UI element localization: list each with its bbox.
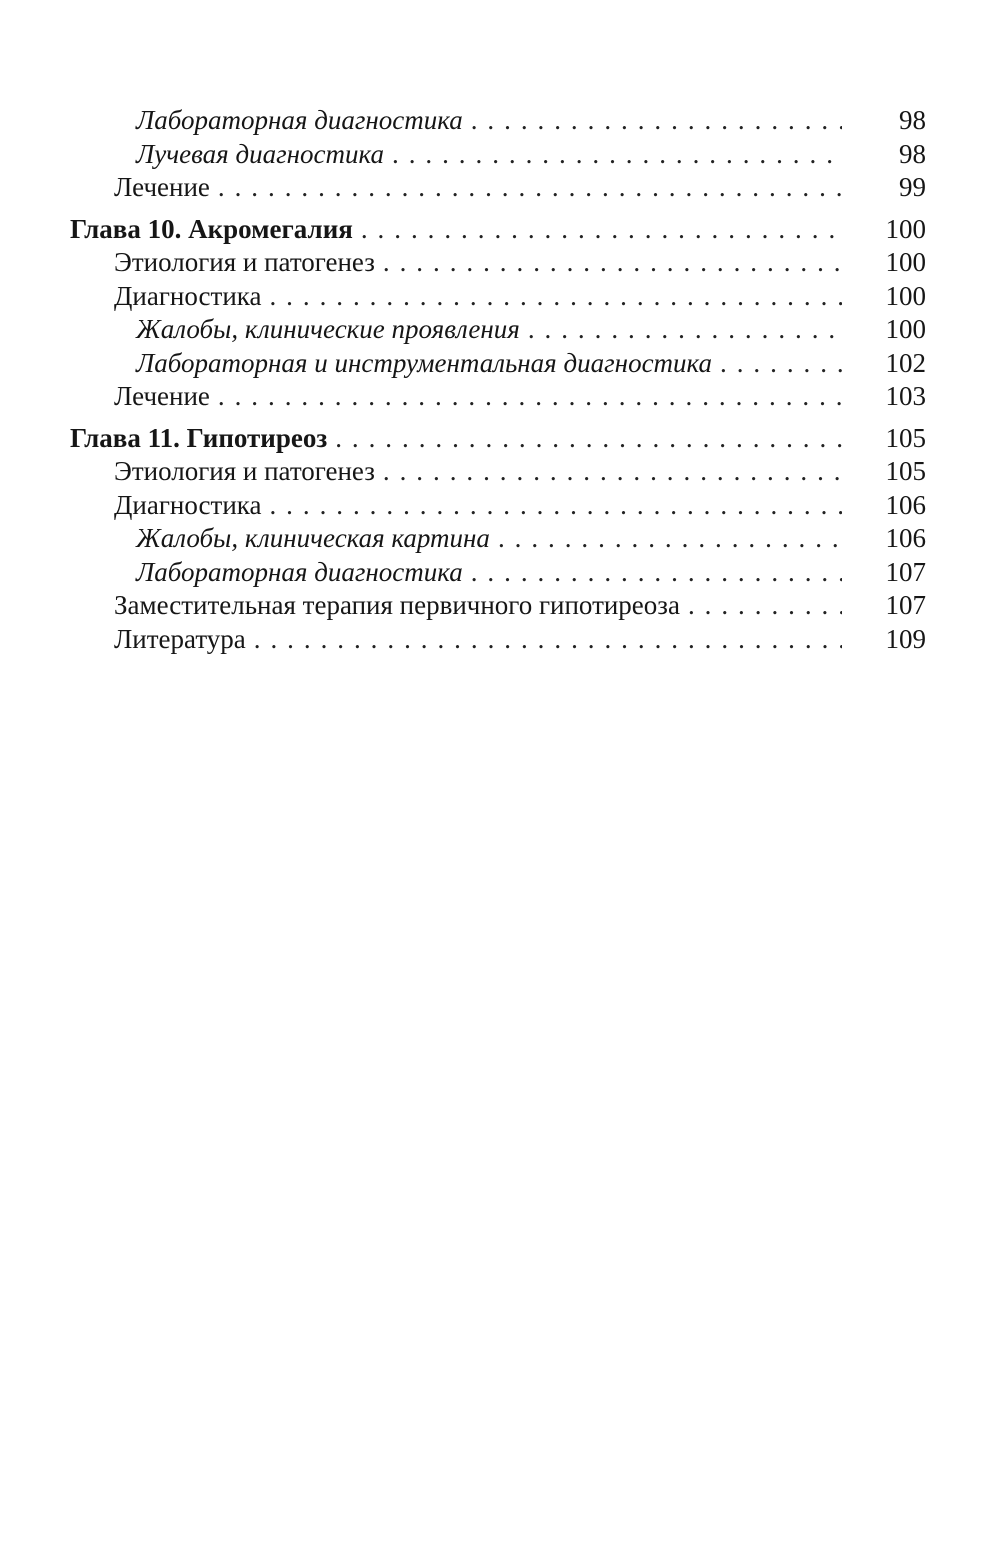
toc-entry-page: 100 — [885, 213, 926, 244]
toc-entry[interactable] — [70, 280, 926, 314]
toc-entry-page: 107 — [885, 556, 926, 587]
toc-entry[interactable] — [70, 522, 926, 556]
dot-leader — [269, 489, 842, 523]
toc-entry[interactable] — [70, 246, 926, 280]
toc-entry-page: 107 — [885, 590, 926, 620]
toc-entry-title: Этиология и патогенез — [114, 456, 375, 486]
toc-entry-page: 100 — [885, 247, 926, 277]
toc-entry-page: 105 — [885, 422, 926, 453]
toc-entry-title: Диагностика — [114, 489, 262, 520]
toc-entry[interactable] — [70, 556, 926, 590]
toc-entry[interactable] — [70, 104, 926, 138]
toc-entry[interactable] — [70, 455, 926, 489]
dot-leader — [254, 623, 842, 657]
toc-entry[interactable] — [70, 380, 926, 414]
toc-entry-title: Лабораторная и инструментальная диагностика — [136, 347, 713, 378]
dot-leader — [688, 589, 842, 623]
toc-entry-title: Этиология и патогенез — [114, 247, 375, 277]
toc-entry-page: 99 — [899, 172, 926, 202]
toc-chapter-11[interactable] — [70, 422, 926, 456]
toc-entry-title: Жалобы, клинические проявления — [136, 314, 520, 344]
toc-chapter-title: Глава 11. Гипотиреоз — [70, 422, 328, 453]
dot-leader — [383, 455, 842, 489]
dot-leader — [269, 280, 842, 314]
table-of-contents — [70, 104, 926, 656]
dot-leader — [218, 380, 842, 414]
dot-leader — [471, 556, 842, 590]
toc-entry-title: Лабораторная диагностика — [136, 556, 463, 587]
toc-entry-title: Лучевая диагностика — [136, 138, 384, 169]
toc-entry-page: 98 — [899, 138, 926, 169]
dot-leader — [383, 246, 842, 280]
toc-entry-page: 103 — [885, 381, 926, 411]
toc-entry-title: Лабораторная диагностика — [136, 105, 463, 135]
toc-entry-page: 98 — [899, 105, 926, 135]
toc-entry-page: 100 — [885, 280, 926, 311]
toc-entry-title: Литература — [114, 623, 246, 654]
toc-entry[interactable] — [70, 589, 926, 623]
toc-entry[interactable] — [70, 138, 926, 172]
toc-entry[interactable] — [70, 171, 926, 205]
dot-leader — [720, 347, 842, 381]
toc-entry-title: Диагностика — [114, 280, 262, 311]
toc-chapter-title: Глава 10. Акромегалия — [70, 213, 353, 244]
toc-entry-title: Лечение — [114, 172, 210, 202]
toc-entry-title: Жалобы, клиническая картина — [136, 523, 490, 553]
dot-leader — [218, 171, 842, 205]
toc-entry-title: Заместительная терапия первичного гипотиреоза — [114, 590, 680, 620]
dot-leader — [471, 104, 842, 138]
toc-entry-page: 102 — [885, 347, 926, 378]
toc-entry[interactable] — [70, 347, 926, 381]
toc-entry-page: 106 — [885, 523, 926, 553]
dot-leader — [498, 522, 842, 556]
toc-entry[interactable] — [70, 623, 926, 657]
toc-entry-title: Лечение — [114, 381, 210, 411]
dot-leader — [392, 138, 842, 172]
toc-entry-page: 109 — [885, 623, 926, 654]
toc-entry-page: 106 — [885, 489, 926, 520]
toc-chapter-10[interactable] — [70, 213, 926, 247]
dot-leader — [335, 422, 842, 456]
toc-entry-page: 100 — [885, 314, 926, 344]
dot-leader — [528, 313, 842, 347]
toc-entry-page: 105 — [885, 456, 926, 486]
toc-entry[interactable] — [70, 313, 926, 347]
dot-leader — [361, 213, 842, 247]
toc-entry[interactable] — [70, 489, 926, 523]
